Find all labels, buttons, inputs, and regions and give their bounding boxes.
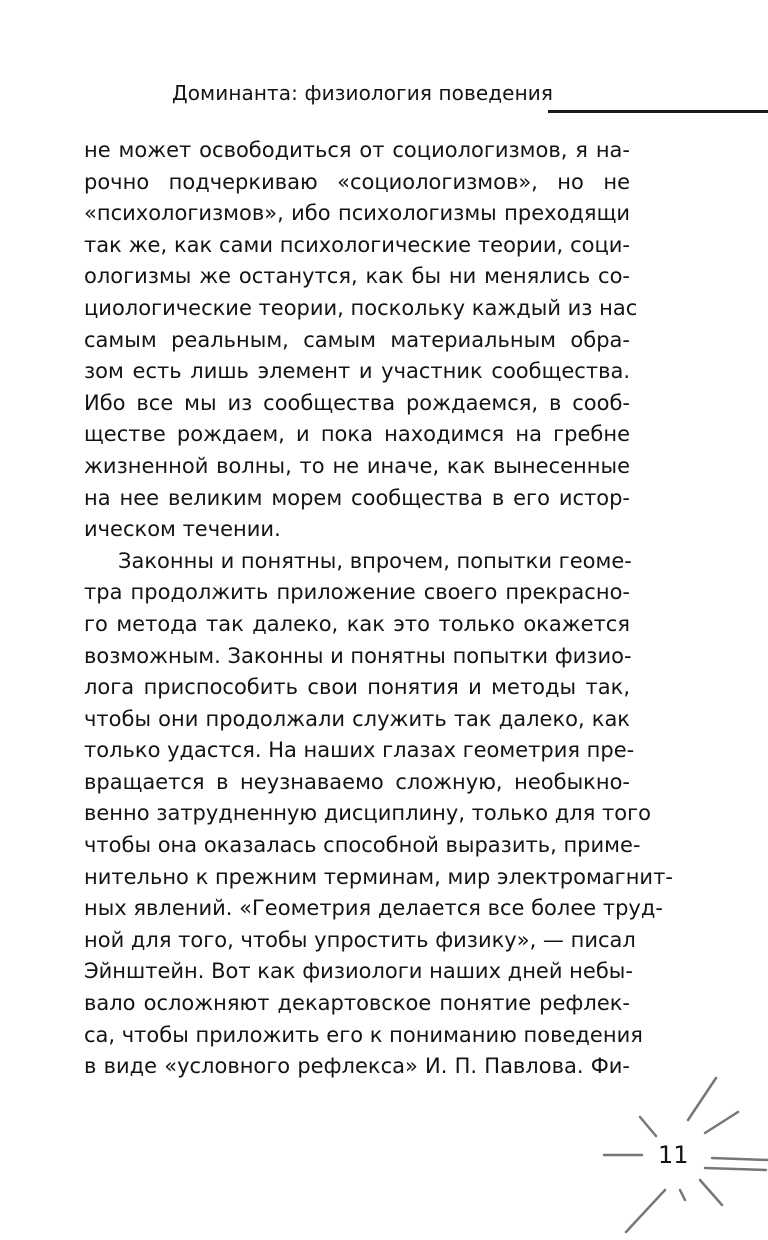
text-line: зом есть лишь элемент и участник сообщества. xyxy=(84,359,630,384)
text-line: возможным. Законны и понятны попытки физио- xyxy=(84,643,632,668)
text-line: в виде «условного рефлекса» И. П. Павлова. Фи- xyxy=(84,1054,630,1079)
text-line: «психологизмов», ибо психологизмы преходящи xyxy=(84,201,630,226)
text-line: циологические теории, поскольку каждый из нас xyxy=(84,295,638,320)
text-line: са, чтобы приложить его к пониманию поведения xyxy=(84,1022,643,1047)
text-line: на нее великим морем сообщества в его истор- xyxy=(84,485,630,510)
text-line: нительно к прежним терминам, мир электромагнит- xyxy=(84,864,673,889)
text-line: венно затрудненную дисциплину, только для того xyxy=(84,801,651,826)
burst-ray xyxy=(640,1117,656,1136)
burst-ray xyxy=(688,1078,716,1120)
text-line: жизненной волны, то не иначе, как вынесенные xyxy=(84,453,630,478)
text-line: так же, как сами психологические теории, соци- xyxy=(84,232,630,257)
text-line: го метода так далеко, как это только окажется xyxy=(84,611,630,636)
text-line: вращается в неузнаваемо сложную, необыкно- xyxy=(84,769,630,794)
text-line: не может освободиться от социологизмов, я на- xyxy=(84,138,630,162)
burst-ray xyxy=(712,1158,768,1160)
page-number: 11 xyxy=(658,1141,689,1169)
text-line: ологизмы же останутся, как бы ни менялись со- xyxy=(84,264,630,289)
text-line: Ибо все мы из сообщества рождаемся, в сооб- xyxy=(84,390,630,415)
text-line: Эйнштейн. Вот как физиологи наших дней небы- xyxy=(84,959,633,984)
burst-ray xyxy=(700,1180,722,1205)
text-line: чтобы она оказалась способной выразить, приме- xyxy=(84,833,641,858)
text-line: только удастся. На наших глазах геометрия пре- xyxy=(84,738,635,763)
text-line: лога приспособить свои понятия и методы так, xyxy=(84,675,630,700)
burst-ray xyxy=(705,1112,738,1133)
burst-ray xyxy=(705,1168,766,1170)
text-line: самым реальным, самым материальным обра- xyxy=(84,327,630,352)
text-line: ных явлений. «Геометрия делается все более труд- xyxy=(84,896,663,921)
text-line: ной для того, чтобы упростить физику», — писал xyxy=(84,927,636,952)
burst-ray xyxy=(680,1190,685,1200)
text-line: Законны и понятны, впрочем, попытки геоме- xyxy=(118,548,632,573)
text-line: ическом течении. xyxy=(84,517,281,542)
text-line: вало осложняют декартовское понятие рефлек- xyxy=(84,991,630,1016)
text-line: ществе рождаем, и пока находимся на гребне xyxy=(84,422,630,447)
burst-ray xyxy=(626,1190,665,1232)
text-line: чтобы они продолжали служить так далеко, как xyxy=(84,706,630,731)
text-line: рочно подчеркиваю «социологизмов», но не xyxy=(84,169,630,194)
running-header-title: Доминанта: физиология поведения xyxy=(172,81,553,105)
text-line: тра продолжить приложение своего прекрасно- xyxy=(84,580,630,605)
